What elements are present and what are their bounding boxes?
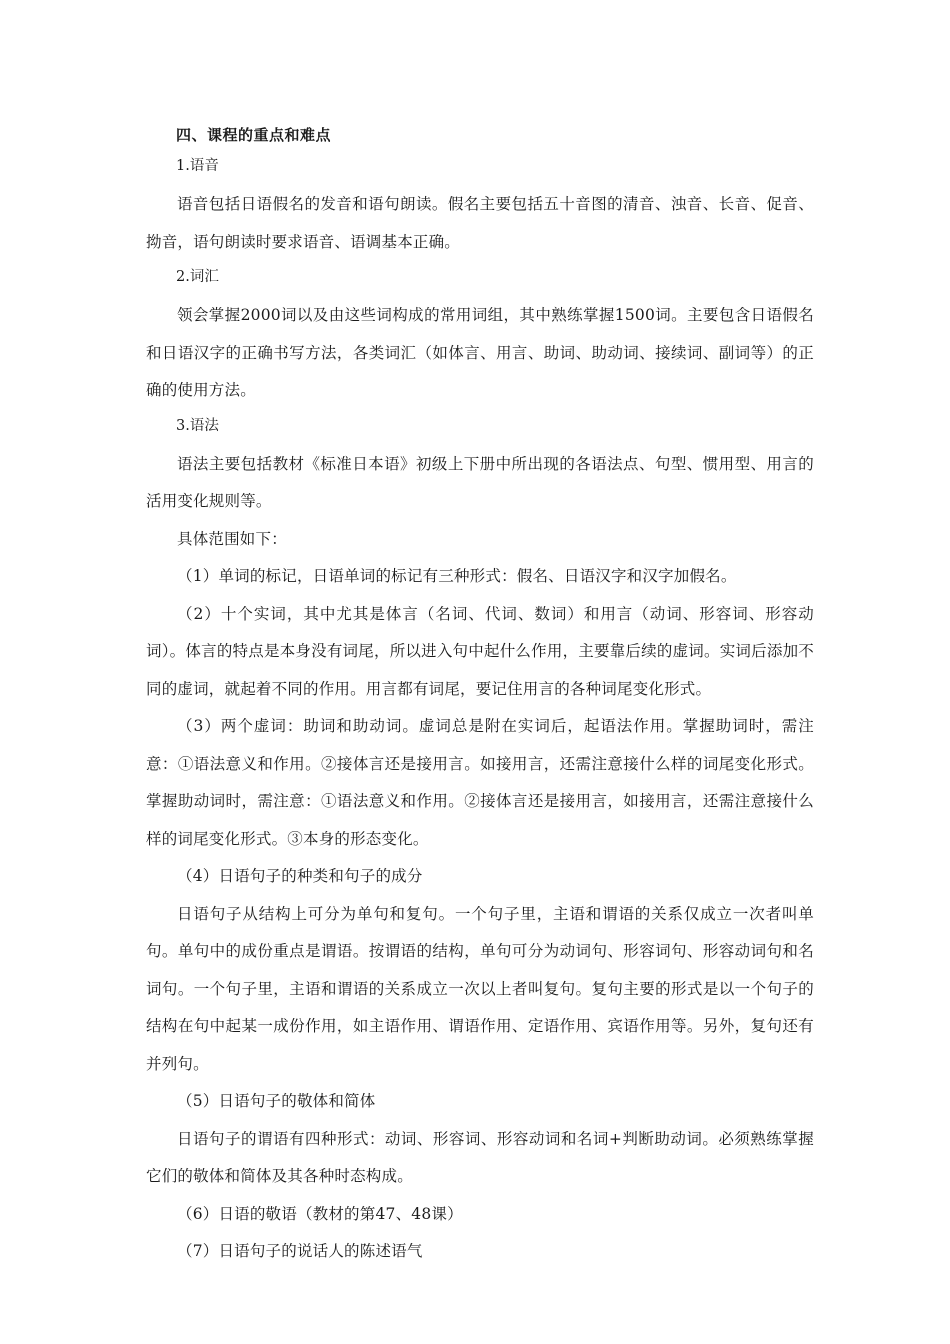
- grammar-item-6: （6）日语的敬语（教材的第47、48课）: [177, 1204, 463, 1223]
- vocabulary-paragraph: 领会掌握2000词以及由这些词构成的常用词组，其中熟练掌握1500词。主要包含日语假名和日语汉字的正确书写方法，各类词汇（如体言、用言、助词、助动词、接续词、副词等）的正确的使用方法。: [146, 306, 814, 399]
- grammar-item-1: （1）单词的标记，日语单词的标记有三种形式：假名、日语汉字和汉字加假名。: [177, 567, 737, 585]
- phonetics-heading: 1.语音: [176, 158, 219, 174]
- document-body: [146, 120, 814, 1271]
- phonetics-paragraph: 语音包括日语假名的发音和语句朗读。假名主要包括五十音图的清音、浊音、长音、促音、拗音，语句朗读时要求语音、语调基本正确。: [146, 195, 814, 251]
- grammar-item-4-text: 日语句子从结构上可分为单句和复句。一个句子里，主语和谓语的关系仅成立一次者叫单句。单句中的成份重点是谓语。按谓语的结构，单句可分为动词句、形容词句、形容动词句和名词句。一个句子里，主语和谓语的关系成立一次以上者叫复句。复句主要的形式是以一个句子的结构在句中起某一成份作用，如主语作用、谓语作用、定语作用、宾语作用等。另外，复句还有并列句。: [146, 904, 814, 1073]
- vocabulary-heading: 2.词汇: [176, 269, 219, 285]
- grammar-item-5: （5）日语句子的敬体和简体: [177, 1092, 376, 1110]
- grammar-heading: 3.语法: [176, 417, 219, 434]
- grammar-item-7: （7）日语句子的说话人的陈述语气: [177, 1242, 423, 1260]
- grammar-paragraph: 语法主要包括教材《标准日本语》初级上下册中所出现的各语法点、句型、惯用型、用言的活用变化规则等。: [146, 454, 814, 510]
- grammar-item-4: （4）日语句子的种类和句子的成分: [177, 867, 423, 885]
- grammar-item-2: （2）十个实词，其中尤其是体言（名词、代词、数词）和用言（动词、形容词、形容动词）。体言的特点是本身没有词尾，所以进入句中起什么作用，主要靠后续的虚词。实词后添加不同的虚词，就起着不同的作用。用言都有词尾，要记住用言的各种词尾变化形式。: [146, 604, 814, 698]
- section-title: 四、课程的重点和难点: [176, 126, 332, 144]
- grammar-scope-intro: 具体范围如下：: [177, 529, 287, 548]
- grammar-item-3: （3）两个虚词：助词和助动词。虚词总是附在实词后，起语法作用。掌握助词时，需注意：①语法意义和作用。②接体言还是接用言。如接用言，还需注意接什么样的词尾变化形式。掌握助动词时，需注意：①语法意义和作用。②接体言还是接用言，如接用言，还需注意接什么样的词尾变化形式。③本身的形态变化。: [146, 717, 814, 848]
- grammar-item-5-text: 日语句子的谓语有四种形式：动词、形容词、形容动词和名词+判断助动词。必须熟练掌握它们的敬体和简体及其各种时态构成。: [146, 1129, 814, 1185]
